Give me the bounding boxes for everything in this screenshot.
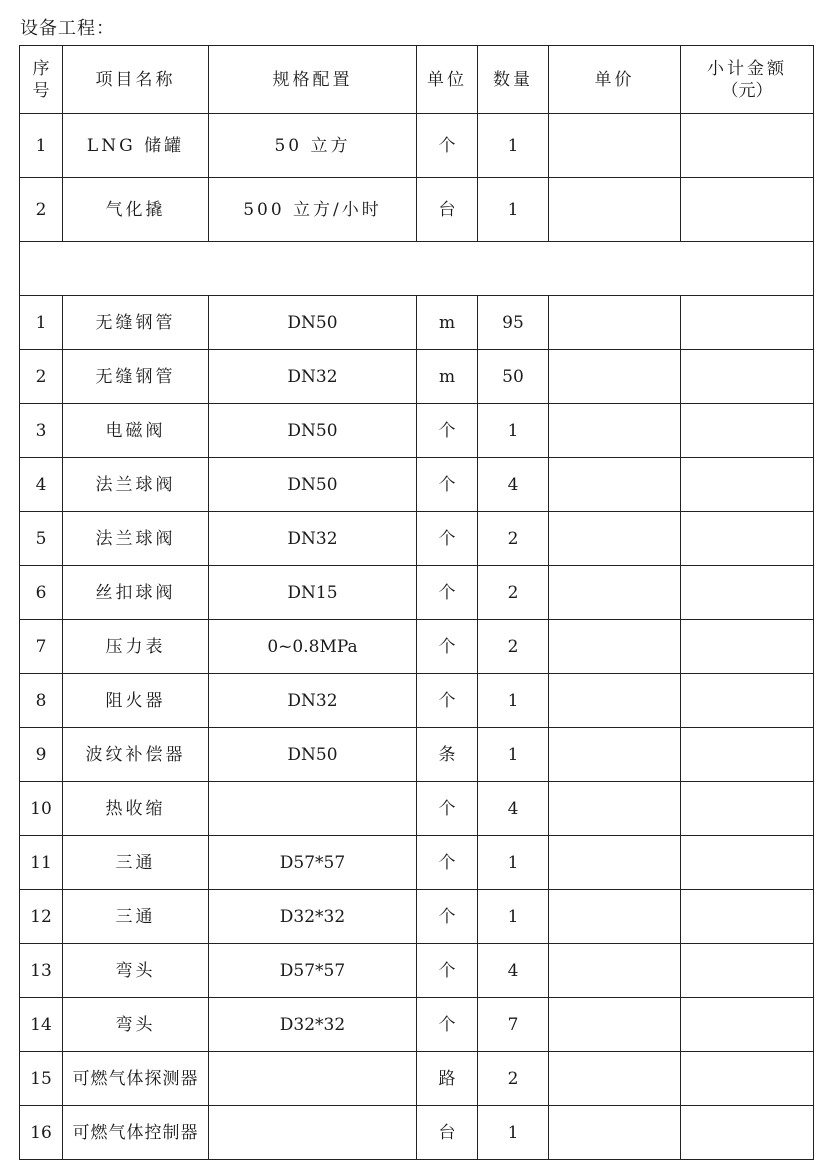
cell-no: 7 [20,620,63,674]
cell-no: 12 [20,890,63,944]
cell-no: 1 [20,114,63,178]
cell-spec: D57*57 [209,944,417,998]
cell-qty: 50 [478,350,549,404]
cell-no: 1 [20,296,63,350]
table-row [20,350,814,404]
cell-no: 9 [20,728,63,782]
cell-subtotal [681,404,814,458]
table-row [20,620,814,674]
cell-unit: 个 [417,782,478,836]
cell-spec: 0~0.8MPa [209,620,417,674]
cell-no: 16 [20,1106,63,1160]
table-row [20,944,814,998]
header-unit: 单位 [417,46,478,114]
cell-subtotal [681,944,814,998]
cell-qty: 1 [478,178,549,242]
cell-spec: 50 立方 [209,114,417,178]
cell-spec: DN32 [209,350,417,404]
cell-price [549,890,681,944]
header-subtotal-line1: 小计金额 [707,58,787,79]
cell-qty: 2 [478,620,549,674]
cell-subtotal [681,350,814,404]
cell-name: 气化撬 [63,178,209,242]
table-row [20,404,814,458]
cell-name: 三通 [63,890,209,944]
cell-no: 6 [20,566,63,620]
cell-name: 弯头 [63,944,209,998]
cell-unit: 个 [417,944,478,998]
cell-subtotal [681,728,814,782]
header-seq-line2: 号 [32,80,50,101]
section-heading: 设备工程： [20,18,115,39]
cell-name: 三通 [63,836,209,890]
cell-unit: m [417,350,478,404]
cell-subtotal [681,566,814,620]
cell-price [549,1052,681,1106]
cell-subtotal [681,620,814,674]
cell-price [549,178,681,242]
separator-cell [20,242,814,296]
cell-name: 电磁阀 [63,404,209,458]
cell-subtotal [681,1106,814,1160]
table-header-row [20,46,814,114]
cell-no: 4 [20,458,63,512]
cell-name: 法兰球阀 [63,512,209,566]
cell-qty: 1 [478,404,549,458]
cell-spec: DN32 [209,674,417,728]
cell-no: 2 [20,178,63,242]
cell-no: 3 [20,404,63,458]
cell-unit: 路 [417,1052,478,1106]
cell-price [549,782,681,836]
cell-spec: DN50 [209,296,417,350]
cell-unit: 个 [417,114,478,178]
cell-no: 8 [20,674,63,728]
cell-unit: 个 [417,674,478,728]
cell-price [549,620,681,674]
cell-unit: 个 [417,566,478,620]
table-row [20,114,814,178]
cell-spec [209,1052,417,1106]
cell-price [549,296,681,350]
cell-name: 可燃气体控制器 [63,1106,209,1160]
cell-subtotal [681,296,814,350]
cell-qty: 4 [478,944,549,998]
cell-price [549,998,681,1052]
table-row [20,296,814,350]
cell-subtotal [681,114,814,178]
cell-price [549,404,681,458]
table-row [20,566,814,620]
cell-unit: 个 [417,836,478,890]
cell-qty: 1 [478,674,549,728]
cell-unit: 个 [417,620,478,674]
header-spec: 规格配置 [209,46,417,114]
cell-qty: 1 [478,114,549,178]
cell-unit: 个 [417,890,478,944]
cell-name: 压力表 [63,620,209,674]
cell-qty: 1 [478,1106,549,1160]
cell-price [549,944,681,998]
cell-name: 无缝钢管 [63,350,209,404]
cell-price [549,836,681,890]
cell-qty: 95 [478,296,549,350]
cell-subtotal [681,998,814,1052]
cell-no: 13 [20,944,63,998]
cell-name: 热收缩 [63,782,209,836]
cell-spec: D32*32 [209,890,417,944]
cell-spec: DN50 [209,458,417,512]
cell-price [549,350,681,404]
table-row [20,890,814,944]
cell-price [549,1106,681,1160]
equipment-table [19,45,814,1160]
cell-spec: DN50 [209,404,417,458]
table-row [20,674,814,728]
cell-no: 14 [20,998,63,1052]
cell-unit: 个 [417,458,478,512]
cell-qty: 1 [478,728,549,782]
table-row [20,1052,814,1106]
cell-name: 可燃气体探测器 [63,1052,209,1106]
cell-spec: D57*57 [209,836,417,890]
table-row [20,998,814,1052]
header-price: 单价 [549,46,681,114]
cell-no: 5 [20,512,63,566]
table-row [20,782,814,836]
cell-no: 2 [20,350,63,404]
cell-unit: 个 [417,404,478,458]
header-subtotal [681,46,814,114]
table-row [20,728,814,782]
cell-price [549,674,681,728]
header-name: 项目名称 [63,46,209,114]
cell-spec: 500 立方/小时 [209,178,417,242]
cell-unit: 台 [417,178,478,242]
cell-qty: 2 [478,512,549,566]
cell-subtotal [681,674,814,728]
cell-name: LNG 储罐 [63,114,209,178]
table-row [20,1106,814,1160]
table-row [20,458,814,512]
cell-name: 弯头 [63,998,209,1052]
cell-spec: D32*32 [209,998,417,1052]
cell-qty: 1 [478,890,549,944]
cell-unit: 个 [417,998,478,1052]
cell-unit: m [417,296,478,350]
header-qty: 数量 [478,46,549,114]
cell-subtotal [681,178,814,242]
cell-no: 11 [20,836,63,890]
cell-subtotal [681,512,814,566]
cell-qty: 1 [478,836,549,890]
header-seq [20,46,63,114]
cell-subtotal [681,782,814,836]
separator-row [20,242,814,296]
cell-qty: 2 [478,566,549,620]
table-row [20,178,814,242]
header-seq-line1: 序 [32,58,50,79]
cell-spec [209,1106,417,1160]
cell-qty: 4 [478,782,549,836]
cell-no: 15 [20,1052,63,1106]
cell-spec: DN50 [209,728,417,782]
cell-unit: 条 [417,728,478,782]
header-subtotal-line2: （元） [721,80,773,101]
cell-name: 阻火器 [63,674,209,728]
cell-spec [209,782,417,836]
table-row [20,512,814,566]
cell-name: 法兰球阀 [63,458,209,512]
cell-price [549,566,681,620]
cell-spec: DN15 [209,566,417,620]
cell-qty: 7 [478,998,549,1052]
cell-subtotal [681,1052,814,1106]
cell-qty: 2 [478,1052,549,1106]
cell-name: 波纹补偿器 [63,728,209,782]
cell-price [549,728,681,782]
cell-price [549,114,681,178]
cell-unit: 个 [417,512,478,566]
cell-price [549,458,681,512]
cell-name: 丝扣球阀 [63,566,209,620]
cell-unit: 台 [417,1106,478,1160]
cell-price [549,512,681,566]
cell-subtotal [681,458,814,512]
cell-qty: 4 [478,458,549,512]
cell-name: 无缝钢管 [63,296,209,350]
cell-no: 10 [20,782,63,836]
table-row [20,836,814,890]
cell-spec: DN32 [209,512,417,566]
cell-subtotal [681,836,814,890]
cell-subtotal [681,890,814,944]
